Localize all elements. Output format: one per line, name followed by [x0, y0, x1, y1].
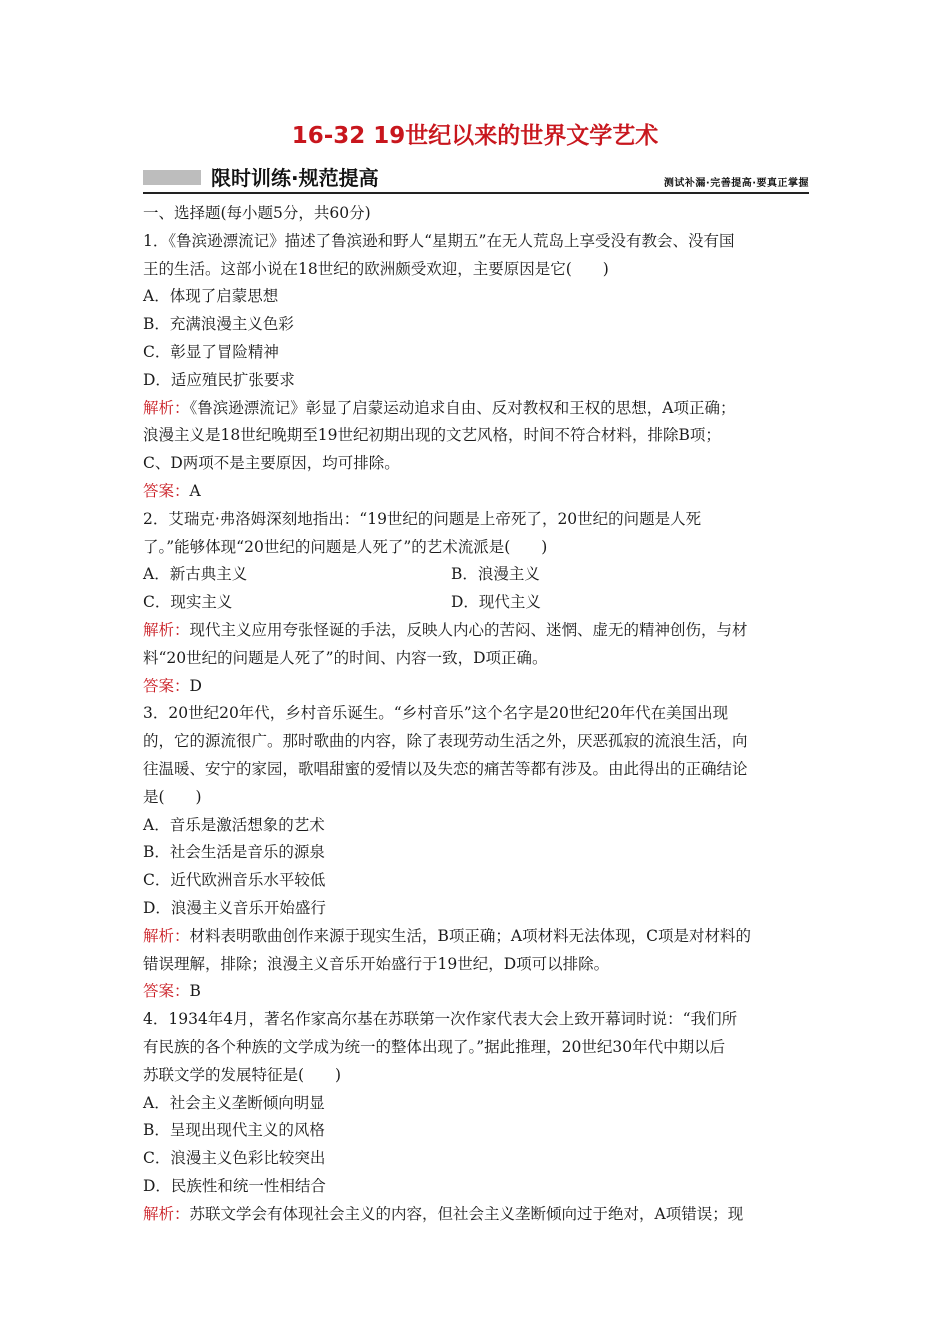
banner-label: 限时训练·规范提高 [211, 166, 379, 190]
question-stem-line: 是( ) [143, 787, 202, 806]
question-stem-line: 3．20世纪20年代，乡村音乐诞生。“乡村音乐”这个名字是20世纪20年代在美国出现 [143, 704, 729, 723]
option-d: D．适应殖民扩张要求 [143, 370, 295, 389]
section-banner [143, 162, 809, 194]
document-content [143, 200, 809, 1228]
page-title: 16-32 19世纪以来的世界文学艺术 [291, 123, 659, 149]
analysis-text: 《鲁滨逊漂流记》彰显了启蒙运动追求自由、反对教权和王权的思想，A项正确； [189, 398, 736, 417]
section-heading: 一、选择题(每小题5分，共60分) [143, 204, 371, 222]
option-c: C．浪漫主义色彩比较突出 [143, 1149, 326, 1168]
option-b: B．浪漫主义 [451, 565, 540, 584]
analysis-line: 浪漫主义是18世纪晚期至19世纪初期出现的文艺风格，时间不符合材料，排除B项； [143, 426, 721, 445]
option-row [143, 561, 809, 589]
answer-value: B [189, 982, 201, 1001]
analysis-label: 解析： [143, 1204, 190, 1223]
analysis-line [143, 395, 809, 423]
question-stem-line: 了。”能够体现“20世纪的问题是人死了”的艺术流派是( ) [143, 537, 548, 556]
answer-line [143, 478, 809, 506]
answer-label: 答案： [143, 676, 190, 695]
question-stem-line: 的，它的源流很广。那时歌曲的内容，除了表现劳动生活之外，厌恶孤寂的流浪生活，向 [143, 732, 748, 751]
option-b: B．呈现出现代主义的风格 [143, 1121, 325, 1140]
question-4 [143, 1006, 809, 1228]
analysis-text: 苏联文学会有体现社会主义的内容，但社会主义垄断倾向过于绝对，A项错误；现 [189, 1204, 744, 1223]
analysis-line: C、D两项不是主要原因，均可排除。 [143, 454, 400, 473]
analysis-line: 错误理解，排除；浪漫主义音乐开始盛行于19世纪，D项可以排除。 [143, 954, 610, 973]
analysis-label: 解析： [143, 926, 190, 945]
answer-value: A [189, 481, 201, 500]
question-stem-line: 苏联文学的发展特征是( ) [143, 1065, 342, 1084]
question-2 [143, 506, 809, 701]
option-d: D．现代主义 [451, 593, 541, 612]
analysis-label: 解析： [143, 398, 190, 417]
question-stem-line: 1．《鲁滨逊漂流记》描述了鲁滨逊和野人“星期五”在无人荒岛上享受没有教会、没有国 [143, 231, 735, 250]
option-c: C．现实主义 [143, 593, 233, 612]
analysis-label: 解析： [143, 620, 190, 639]
answer-label: 答案： [143, 982, 190, 1001]
option-a: A．体现了启蒙思想 [143, 287, 279, 306]
option-d: D．浪漫主义音乐开始盛行 [143, 898, 326, 917]
option-a: A．新古典主义 [143, 565, 248, 584]
question-stem-line: 王的生活。这部小说在18世纪的欧洲颇受欢迎，主要原因是它( ) [143, 259, 609, 278]
question-stem-line: 往温暖、安宁的家园，歌唱甜蜜的爱情以及失恋的痛苦等都有涉及。由此得出的正确结论 [143, 759, 748, 778]
answer-label: 答案： [143, 481, 190, 500]
option-b: B．社会生活是音乐的源泉 [143, 843, 325, 862]
option-d: D．民族性和统一性相结合 [143, 1176, 326, 1195]
analysis-line [143, 617, 809, 645]
option-b: B．充满浪漫主义色彩 [143, 315, 294, 334]
option-a: A．音乐是激活想象的艺术 [143, 815, 325, 834]
option-c: C．近代欧洲音乐水平较低 [143, 871, 326, 890]
answer-value: D [189, 676, 202, 695]
option-c: C．彰显了冒险精神 [143, 342, 279, 361]
analysis-text: 材料表明歌曲创作来源于现实生活，B项正确；A项材料无法体现，C项是对材料的 [189, 926, 751, 945]
question-stem-line: 2．艾瑞克·弗洛姆深刻地指出：“19世纪的问题是上帝死了，20世纪的问题是人死 [143, 509, 702, 528]
analysis-line [143, 923, 809, 951]
question-1 [143, 228, 809, 506]
question-stem-line: 有民族的各个种族的文学成为统一的整体出现了。”据此推理，20世纪30年代中期以后 [143, 1037, 726, 1056]
answer-line [143, 978, 809, 1006]
analysis-text: 现代主义应用夸张怪诞的手法，反映人内心的苦闷、迷惘、虚无的精神创伤，与材 [189, 620, 748, 639]
question-3 [143, 700, 809, 1006]
option-a: A．社会主义垄断倾向明显 [143, 1093, 325, 1112]
question-stem-line: 4．1934年4月，著名作家高尔基在苏联第一次作家代表大会上致开幕词时说：“我们所 [143, 1010, 738, 1029]
analysis-line [143, 1201, 809, 1229]
banner-gray-bar [143, 170, 201, 185]
answer-line [143, 673, 809, 701]
banner-motto: 测试补漏·完善提高·要真正掌握 [663, 178, 809, 189]
option-row [143, 589, 809, 617]
analysis-line: 料“20世纪的问题是人死了”的时间、内容一致，D项正确。 [143, 648, 548, 667]
